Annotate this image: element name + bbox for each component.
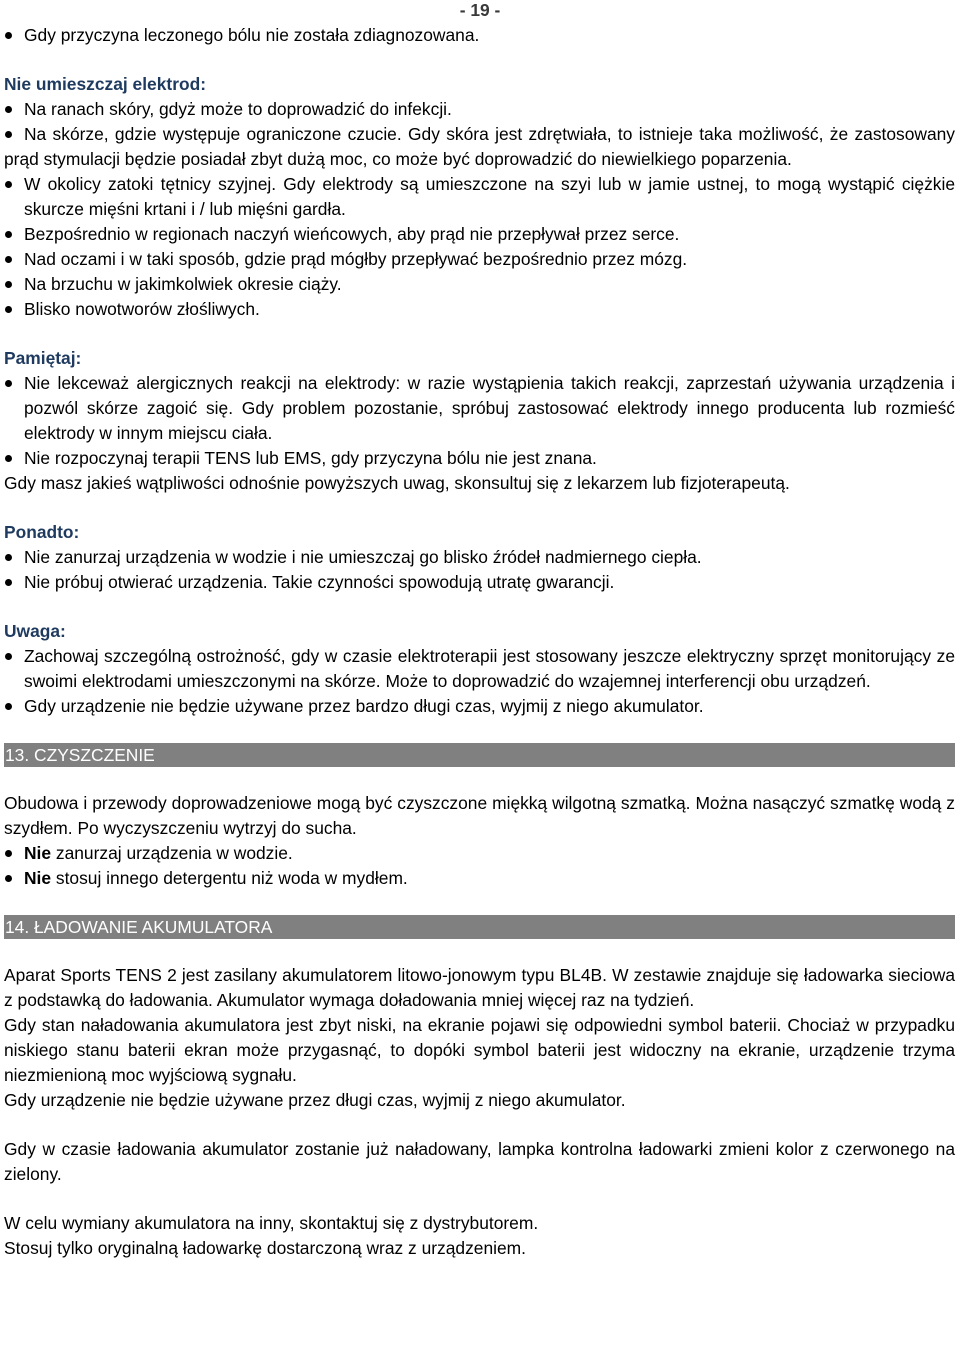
list-item: Nie lekceważ alergicznych reakcji na elektrody: w razie wystąpienia takich reakcji, zaprzestań używania urządzenia i pozwól skórze zagoić się. Gdy problem pozostanie, spróbuj zastosować elektrody innego producenta lub rozmieść elektrody w innym miejscu ciała. <box>24 373 955 443</box>
list-item: Nie stosuj innego detergentu niż woda w mydłem. <box>24 868 408 888</box>
list-item: Nie próbuj otwierać urządzenia. Takie czynności spowodują utratę gwarancji. <box>24 572 615 592</box>
replacement-paragraph: W celu wymiany akumulatora na inny, skontaktuj się z dystrybutorem. <box>4 1213 539 1233</box>
charger-paragraph: Stosuj tylko oryginalną ładowarkę dostarczoną wraz z urządzeniem. <box>4 1238 526 1258</box>
remember-list <box>4 371 955 471</box>
charging-paragraph: Gdy urządzenie nie będzie używane przez długi czas, wyjmij z niego akumulator. <box>4 1090 626 1110</box>
document-body <box>4 23 955 1261</box>
list-item: Gdy przyczyna leczonego bólu nie została zdiagnozowana. <box>24 25 480 45</box>
list-item: Nie zanurzaj urządzenia w wodzie i nie umieszczaj go blisko źródeł nadmiernego ciepła. <box>24 547 702 567</box>
list-item: Nie zanurzaj urządzenia w wodzie. <box>24 843 293 863</box>
list-item: Nad oczami i w taki sposób, gdzie prąd mógłby przepływać bezpośrednio przez mózg. <box>24 249 688 269</box>
section-title-cleaning: 13. CZYSZCZENIE <box>4 743 955 767</box>
list-item: Nie rozpoczynaj terapii TENS lub EMS, gdy przyczyna bólu nie jest znana. <box>24 448 597 468</box>
charging-paragraph: Aparat Sports TENS 2 jest zasilany akumulatorem litowo-jonowym typu BL4B. W zestawie znajduje się ładowarka sieciowa z podstawką do ładowania. Akumulator wymaga doładowania mniej więcej raz na tydzień. <box>4 965 955 1010</box>
list-item: Blisko nowotworów złośliwych. <box>24 299 260 319</box>
caution-list <box>4 644 955 719</box>
list-item: Na skórze, gdzie występuje ograniczone czucie. Gdy skóra jest zdrętwiała, to istnieje taka możliwość, że zastosowany prąd stymulacji będzie posiadał zbyt dużą moc, co może być doprowadzić do niewielkiego poparzenia. <box>4 124 955 169</box>
cleaning-list <box>4 841 955 891</box>
electrodes-heading: Nie umieszczaj elektrod: <box>4 74 206 94</box>
remember-note: Gdy masz jakieś wątpliwości odnośnie powyższych uwag, skonsultuj się z lekarzem lub fizjoterapeutą. <box>4 473 790 493</box>
section-title-charging: 14. ŁADOWANIE AKUMULATORA <box>4 915 955 939</box>
list-item: Bezpośrednio w regionach naczyń wieńcowych, aby prąd nie przepływał przez serce. <box>24 224 680 244</box>
list-item: W okolicy zatoki tętnicy szyjnej. Gdy elektrody są umieszczone na szyi lub w jamie ustnej, to mogą wystąpić ciężkie skurcze mięśni krtani i / lub mięśni gardła. <box>24 174 955 219</box>
charging-paragraph: Gdy stan naładowania akumulatora jest zbyt niski, na ekranie pojawi się odpowiedni symbol baterii. Chociaż w przypadku niskiego stanu baterii ekran może przygasnąć, to dopóki symbol baterii jest widoczny na ekranie, urządzenie trzyma niezmienioną moc wyjściową sygnału. <box>4 1015 955 1085</box>
moreover-heading: Ponadto: <box>4 522 80 542</box>
intro-list <box>4 23 955 48</box>
remember-heading: Pamiętaj: <box>4 348 82 368</box>
page-number: - 19 - <box>459 0 501 20</box>
list-item: Na brzuchu w jakimkolwiek okresie ciąży. <box>24 274 342 294</box>
charging-led-paragraph: Gdy w czasie ładowania akumulator zostanie już naładowany, lampka kontrolna ładowarki zmieni kolor z czerwonego na zielony. <box>4 1139 955 1184</box>
cleaning-paragraph: Obudowa i przewody doprowadzeniowe mogą być czyszczone miękką wilgotną szmatką. Można nasączyć szmatkę wodą z szydłem. Po wyczyszczeniu wytrzyj do sucha. <box>4 793 955 838</box>
list-item: Na ranach skóry, gdyż może to doprowadzić do infekcji. <box>24 99 452 119</box>
moreover-list <box>4 545 955 595</box>
electrodes-list <box>4 97 955 322</box>
list-item: Gdy urządzenie nie będzie używane przez bardzo długi czas, wyjmij z niego akumulator. <box>24 696 704 716</box>
list-item: Zachowaj szczególną ostrożność, gdy w czasie elektroterapii jest stosowany jeszcze elektryczny sprzęt monitorujący ze swoimi elektrodami umieszczonymi na skórze. Może to doprowadzić do wzajemnej interferencji obu urządzeń. <box>24 646 955 691</box>
caution-heading: Uwaga: <box>4 621 66 641</box>
